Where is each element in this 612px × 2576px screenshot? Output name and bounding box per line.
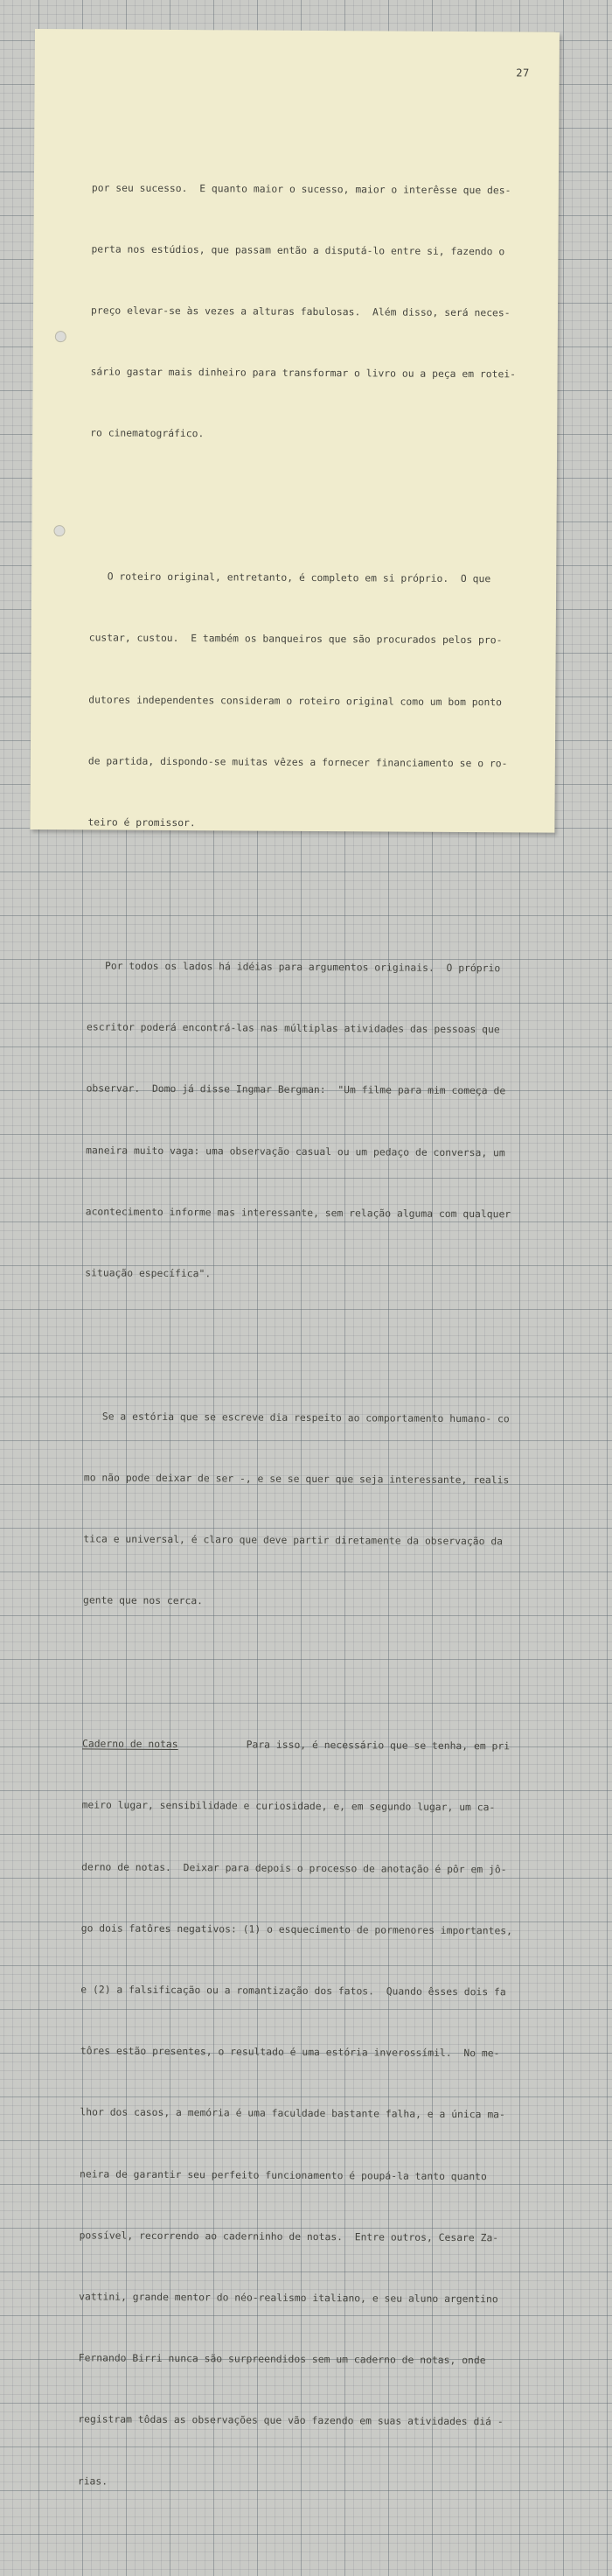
text-line: Para isso, é necessário que se tenha, em pri xyxy=(247,1740,511,1753)
text-line: Se a estória que se escreve dia respeito ao comportamento humano- co xyxy=(84,1406,526,1429)
text-line: situação específica". xyxy=(85,1263,527,1285)
text-line: mo não pode deixar de ser -, e se se quer que seja interessante, realis xyxy=(84,1467,526,1490)
text-line: tôres estão presentes, o resultado é uma estória inverossímil. No me- xyxy=(80,2041,523,2064)
text-line: e (2) a falsificação ou a romantização dos fatos. Quando êsses dois fa xyxy=(80,1979,523,2002)
text-line: custar, custou. E também os banqueiros que são procurados pelos pro- xyxy=(89,628,532,651)
text-line: registram tôdas as observações que vão fazendo em suas atividades diá - xyxy=(78,2410,520,2432)
text-line: O roteiro original, entretanto, é completo em si próprio. O que xyxy=(89,567,532,590)
text-line: possível, recorrendo ao caderninho de notas. Entre outros, Cesare Za- xyxy=(80,2225,522,2248)
paragraph-1 xyxy=(90,136,534,487)
paragraph-4 xyxy=(83,1365,527,1655)
text-line: tica e universal, é claro que deve partir diretamente da observação da xyxy=(83,1530,525,1552)
text-line: gente que nos cerca. xyxy=(83,1591,525,1614)
text-line: Fernando Birri nunca são surpreendidos sem um caderno de notas, onde xyxy=(79,2348,521,2371)
text-line: go dois fatôres negativos: (1) o esquecimento de pormenores importantes, xyxy=(81,1918,524,1941)
text-line: rias. xyxy=(78,2471,520,2494)
typewritten-page xyxy=(30,29,560,833)
text-line: perta nos estúdios, que passam então a disputá-lo entre si, fazendo o xyxy=(91,239,533,262)
section-heading: Caderno de notas xyxy=(82,1739,178,1751)
punch-hole-lower xyxy=(53,525,65,536)
text-line: sário gastar mais dinheiro para transformar o livro ou a peça em rotei- xyxy=(91,362,533,385)
text-line: maneira muito vaga: uma observação casual ou um pedaço de conversa, um xyxy=(86,1140,528,1163)
text-line: meiro lugar, sensibilidade e curiosidade, e, em segundo lugar, um ca- xyxy=(82,1796,525,1818)
text-line: acontecimento informe mas interessante, sem relação alguma com qualquer xyxy=(86,1201,528,1224)
text-line: de partida, dispondo-se muitas vêzes a fornecer financiamento se o ro- xyxy=(88,751,531,774)
text-line: derno de notas. Deixar para depois o processo de anotação é pôr em jô- xyxy=(81,1857,524,1880)
text-line: escritor poderá encontrá-las nas múltiplas atividades das pessoas que xyxy=(87,1017,529,1040)
punch-hole-upper xyxy=(55,331,66,342)
text-line: preço elevar-se às vezes a alturas fabulosas. Além disso, será neces- xyxy=(91,300,533,323)
text-line: Por todos os lados há idéias para argumentos originais. O próprio xyxy=(87,956,529,978)
paragraph-3 xyxy=(85,914,530,1326)
note-section-first-line xyxy=(82,1734,525,1757)
text-line: por seu sucesso. E quanto maior o sucesso, maior o interêsse que des- xyxy=(92,178,534,200)
text-line: vattini, grande mentor do néo-realismo italiano, e seu aluno argentino xyxy=(79,2286,521,2309)
text-line: lhor dos casos, a memória é uma faculdade bastante falha, e a única ma- xyxy=(80,2103,522,2125)
text-line: neira de garantir seu perfeito funcionamento é poupá-la tanto quanto xyxy=(80,2164,522,2187)
text-line: teiro é promissor. xyxy=(87,812,530,835)
page-body xyxy=(77,95,534,2576)
paragraph-2 xyxy=(87,526,532,877)
page-number: 27 xyxy=(516,66,530,79)
text-line: dutores independentes consideram o roteiro original como um bom ponto xyxy=(88,690,531,712)
note-section xyxy=(78,1693,525,2536)
text-line: ro cinematográfico. xyxy=(90,424,532,446)
text-line: observar. Domo já disse Ingmar Bergman: "Um filme para mim começa de xyxy=(87,1079,529,1102)
